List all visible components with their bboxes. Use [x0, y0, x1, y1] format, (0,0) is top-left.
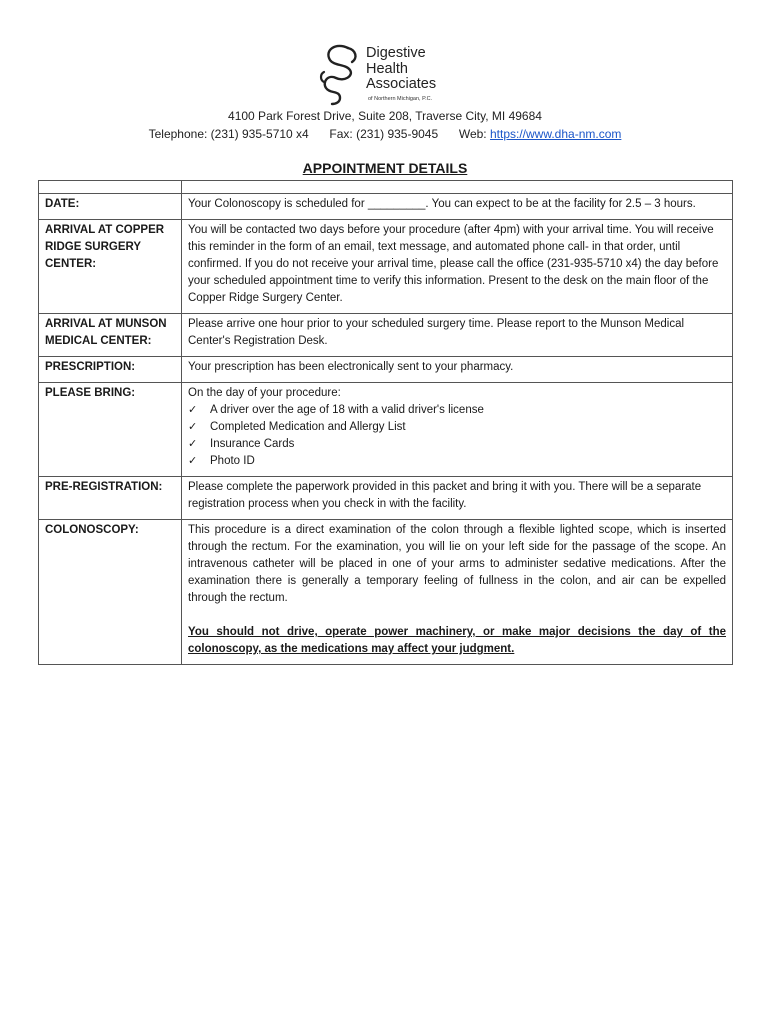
list-item: ✓ A driver over the age of 18 with a valid driver's license [188, 402, 726, 419]
row-content: Your prescription has been electronically sent to your pharmacy. [182, 357, 733, 383]
row-content: Please arrive one hour prior to your scheduled surgery time. Please report to the Munson Medical Center's Registration Desk. [182, 314, 733, 357]
row-content: Please complete the paperwork provided in this packet and bring it with you. There will be a separate registration process when you check in with the facility. [182, 477, 733, 520]
list-item: ✓ Photo ID [188, 453, 726, 470]
checkmark-icon: ✓ [188, 455, 198, 467]
table-header-row [39, 181, 733, 194]
table-row-date [39, 194, 733, 220]
logo-line-2: Health [366, 60, 408, 77]
row-label: PRESCRIPTION: [39, 357, 182, 383]
stomach-logo-icon [318, 44, 366, 106]
table-row-munson [39, 314, 733, 357]
list-item: ✓ Insurance Cards [188, 436, 726, 453]
row-content [182, 520, 733, 665]
table-row-copper-ridge [39, 220, 733, 314]
list-item: ✓ Completed Medication and Allergy List [188, 419, 726, 436]
row-label: DATE: [39, 194, 182, 220]
checkmark-icon: ✓ [188, 421, 198, 433]
table-row-please-bring [39, 383, 733, 477]
fax: Fax: (231) 935-9045 [329, 127, 439, 141]
table-row-prescription [39, 357, 733, 383]
appointment-details-table [38, 180, 733, 665]
colonoscopy-description: This procedure is a direct examination of the colon through a flexible lighted scope, which is inserted through the rectum. For the examination, you will lie on your left side for the passage of the scope. An intravenous catheter will be placed in one of your arms to administer sedative medications. After the examination there is generally a temporary feeling of fullness in the colon, and air can be expelled through the rectum. [188, 524, 726, 604]
logo-wordmark [366, 46, 436, 93]
table-row-pre-registration [39, 477, 733, 520]
contact-line [0, 127, 770, 141]
web-label: Web: [458, 127, 487, 141]
telephone: Telephone: (231) 935-5710 x4 [148, 127, 309, 141]
checkmark-icon: ✓ [188, 438, 198, 450]
row-label: PRE-REGISTRATION: [39, 477, 182, 520]
row-label: COLONOSCOPY: [39, 520, 182, 665]
logo-line-1: Digestive [366, 45, 426, 61]
logo-line-3: Associates [366, 76, 437, 92]
bring-list [188, 402, 726, 470]
row-content [182, 383, 733, 477]
row-label: PLEASE BRING: [39, 383, 182, 477]
table-row-colonoscopy [39, 520, 733, 665]
dha-logo [318, 44, 478, 106]
colonoscopy-warning: You should not drive, operate power machinery, or make major decisions the day of the colonoscopy, as the medications may affect your judgment. [188, 626, 726, 655]
row-label: ARRIVAL AT MUNSON MEDICAL CENTER: [39, 314, 182, 357]
logo-subtitle: of Northern Michigan, P.C. [368, 96, 433, 102]
checkmark-icon: ✓ [188, 404, 198, 416]
bring-intro: On the day of your procedure: [188, 387, 341, 399]
row-content: Your Colonoscopy is scheduled for _________. You can expect to be at the facility for 2.5 – 3 hours. [182, 194, 733, 220]
address-line: 4100 Park Forest Drive, Suite 208, Traverse City, MI 49684 [228, 109, 542, 123]
row-content: You will be contacted two days before your procedure (after 4pm) with your arrival time. You will receive this reminder in the form of an email, text message, and automated phone call- in that order, until confirmed. If you do not receive your arrival time, please call the office (231-935-5710 x4) the day before your scheduled appointment time to verify this information. Present to the desk on the main floor of the Copper Ridge Surgery Center. [182, 220, 733, 314]
document-title: APPOINTMENT DETAILS [302, 160, 468, 176]
row-label: ARRIVAL AT COPPER RIDGE SURGERY CENTER: [39, 220, 182, 314]
website-link[interactable]: https://www.dha-nm.com [489, 127, 622, 141]
